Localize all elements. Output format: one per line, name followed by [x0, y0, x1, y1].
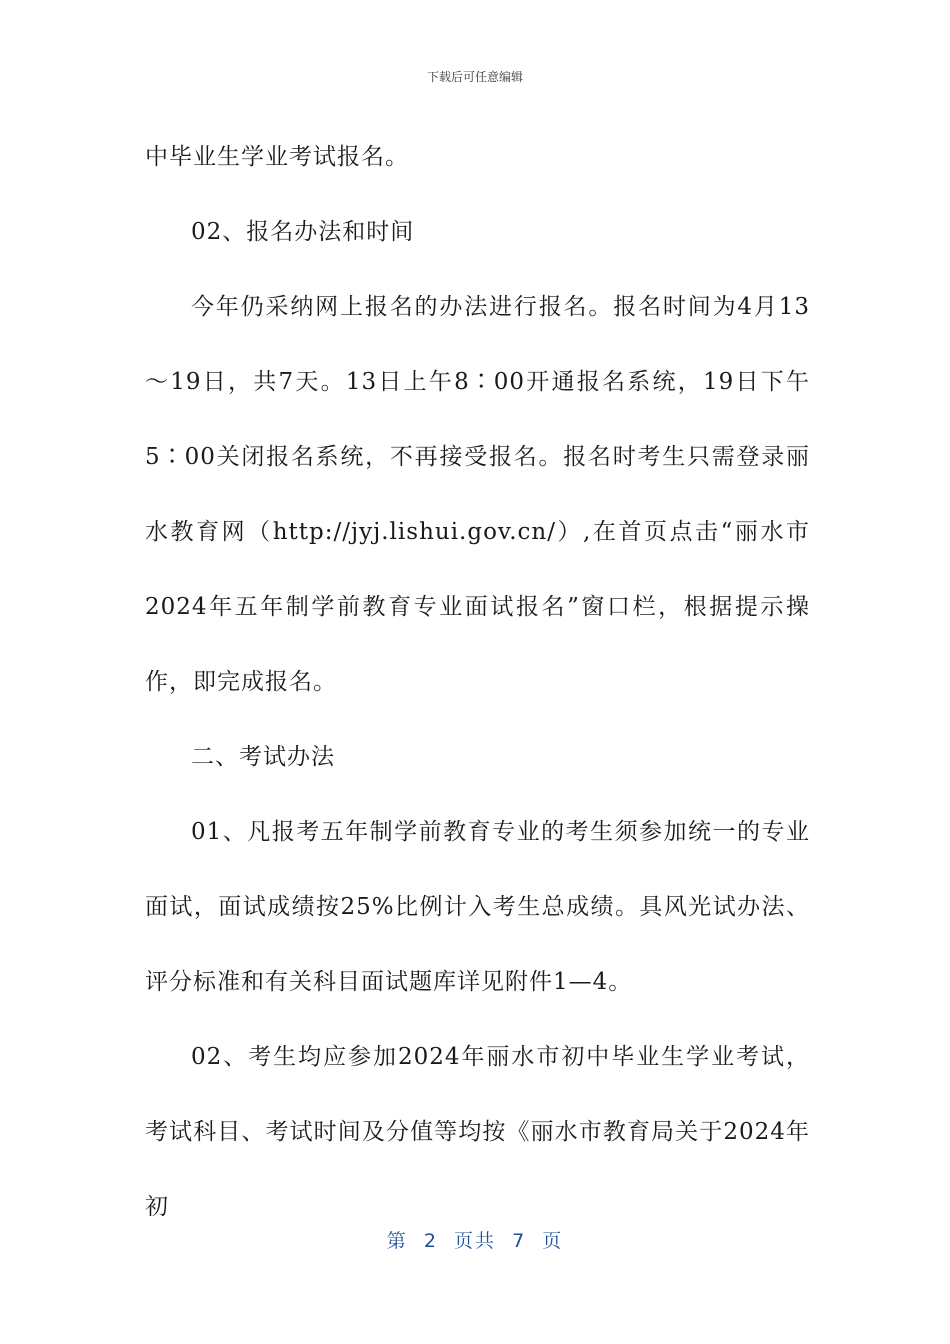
paragraph: 02、考生均应参加2024年丽水市初中毕业生学业考试，考试科目、考试时间及分值等均按《丽水市教育局关于2024年初 — [145, 1044, 810, 1220]
paragraph: 01、凡报考五年制学前教育专业的考生须参加统一的专业面试，面试成绩按25%比例计入考生总成绩。具风光试办法、评分标准和有关科目面试题库详见附件1—4。 — [145, 819, 810, 995]
page-number-footer: 第 2 页共 7 页 — [386, 1230, 564, 1252]
section-heading: 二、考试办法 — [191, 744, 335, 770]
page-header-note: 下载后可任意编辑 — [426, 70, 523, 84]
section-heading: 02、报名办法和时间 — [191, 219, 415, 245]
paragraph: 中毕业生学业考试报名。 — [145, 144, 409, 170]
paragraph: 今年仍采纳网上报名的办法进行报名。报名时间为4月13～19日，共7天。13日上午8∶00开通报名系统，19日下午5∶00关闭报名系统，不再接受报名。报名时考生只需登录丽水教育网（http://jyj.lishui.gov.cn/）,在首页点击“丽水市2024年五年制学前教育专业面试报名”窗口栏，根据提示操作，即完成报名。 — [145, 294, 810, 695]
document-body — [145, 120, 810, 1245]
